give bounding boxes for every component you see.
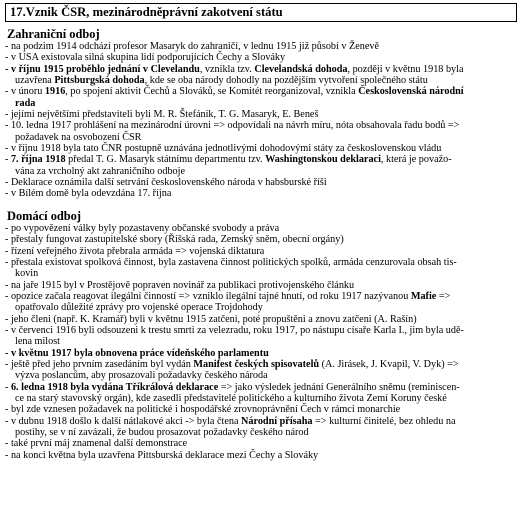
bold-text: Národní přísaha [241,415,313,427]
list-item [5,234,517,245]
text-run: => jako výsledek jednání Generálního sněmu (reminiscen- [218,381,460,393]
list-item [5,41,517,52]
text-run: => kulturní činitelé, bez ohledu na [312,415,456,427]
text-run: - Deklarace oznámila další setrvání československého národa v habsburské říši [5,177,327,189]
text-run: - v červenci 1916 byli odsouzeni k trestu smrti za velezradu, roku 1917, po nástupu císaře Karla I., jim byla udě- [5,324,464,336]
text-run: , která je považo- [380,154,452,166]
bold-text: Mafie [410,290,437,302]
list-item-continuation [5,302,517,313]
text-run: , vznikla tzv. [199,63,255,75]
list-item-continuation [5,132,517,143]
list-item-line [5,348,517,359]
list-item-line [5,64,517,75]
text-run: - jejími největšími představiteli byli M. R. Štefánik, T. G. Masaryk, E. Beneš [5,109,319,121]
bullet-list [5,223,517,461]
text-run: , kde se oba národy dohodly na pozdějším vytvoření společného státu [144,75,428,87]
list-item [5,223,517,234]
document-body [5,27,517,461]
text-run: lena milost [15,336,60,348]
list-item-line [5,450,517,461]
list-item [5,177,517,188]
bold-text: Manifest českých spisovatelů [193,358,320,370]
list-item [5,257,517,280]
list-item [5,348,517,359]
list-item-line [5,120,517,131]
list-item-line [5,41,517,52]
list-item [5,64,517,87]
text-run: - v dubnu 1918 došlo k další nátlakové akci -> byla čtena [5,415,242,427]
text-run: - byl zde vznesen požadavek na politické i hospodářské zrovnoprávnění Čech v rámci monarchie [5,404,401,416]
list-item-line [5,291,517,302]
text-run: , později v květnu 1918 byla [347,63,464,75]
list-item-line [5,188,517,199]
text-run: - v USA existovala silná skupina lidí podporujících Čechy a Slováky [5,52,286,64]
list-item [5,109,517,120]
text-run: vána za vrcholný akt zahraničního odboje [15,165,186,177]
text-run: - na jaře 1915 byl v Prostějově popraven novinář za publikaci protivojenského článku [5,279,355,291]
list-item-line [5,314,517,325]
list-item-line [5,154,517,165]
text-run: kovin [15,268,39,280]
list-item-line [5,404,517,415]
list-item-continuation [5,98,517,109]
section-heading: Zahraniční odboj [7,27,100,41]
list-item-line [5,280,517,291]
text-run: - opozice začala reagovat ilegální činností => vzniklo ilegální tajné hnutí, od roku 1917 nazývanou [5,290,411,302]
bold-text: Washingtonskou deklaraci [265,154,381,166]
list-item [5,438,517,449]
page-title: 17.Vznik ČSR, mezinárodněprávní zakotvení státu [5,3,517,22]
list-item [5,404,517,415]
text-run: uzavřena [15,75,55,87]
text-run: - přestala existovat spolková činnost, byla zastavena činnost politických spolků, armáda cenzurovala obsah tis- [5,256,457,268]
text-run: postihy, se v ní zavázali, že budou prosazovat požadavky českého národ [15,427,309,438]
bold-text: - v květnu 1917 byla obnovena práce vídeňského parlamentu [5,347,269,359]
text-run: - v Bílém domě byla odevzdána 17. října [5,188,172,200]
list-item-line [5,325,517,336]
list-item-continuation [5,393,517,404]
list-item [5,143,517,154]
text-run: - 10. ledna 1917 prohlášení na mezinárodní úrovni => odpovídali na návrh míru, nóta obsahovala řadu bodů => [5,120,460,132]
list-item-continuation [5,336,517,347]
list-item [5,325,517,348]
text-run: - po vypovězení války byly pozastaveny občanské svobody a práva [5,222,280,234]
text-run: - na podzim 1914 odchází profesor Masaryk do zahraničí, v lednu 1915 již působí v Ženevě [5,41,379,52]
list-item-continuation [5,370,517,381]
section-heading: Domácí odboj [7,208,81,223]
text-run: - v únoru [5,86,45,98]
list-item [5,188,517,199]
text-run: - [5,154,11,166]
list-item [5,450,517,461]
text-run: (A. Jirásek, J. Kvapil, V. Dyk) => [319,358,459,370]
bold-text: 6. ledna 1918 byla vydána Tříkrálová deklarace [10,381,219,393]
text-run: ce na starý stavovský orgán), kde zasedli představitelé politického a kulturního života Zemí Koruny české [15,392,447,404]
text-run: => [436,290,451,302]
list-item [5,382,517,405]
text-run: , po spojení aktivit Čechů a Slováků, se Komitét reorganizoval, vznikla [65,86,359,98]
list-item-line [5,234,517,245]
list-item-line [5,359,517,370]
text-run: - na konci května byla uzavřena Pittsburská deklarace mezi Čechy a Slováky [5,449,319,461]
list-item [5,154,517,177]
bold-text: Pittsburgská dohoda [54,75,145,87]
list-item [5,246,517,257]
list-item [5,86,517,109]
text-run: - [5,381,11,393]
list-item-line [5,177,517,188]
bold-text: - v říjnu 1915 proběhlo jednání v Clevelandu [5,63,200,75]
list-item [5,52,517,63]
text-run: - jeho členi (např. K. Kramář) byli v květnu 1915 zatčeni, poté propuštěni a znovu zatčeni (A. Rašín) [5,313,417,325]
bold-text: Československá národní [358,86,464,98]
text-run: opatřovalo důležité zprávy pro vojenské operace Trojdohody [15,302,263,314]
list-item [5,416,517,439]
text-run: - ještě před jeho prvním zasedáním byl vydán [5,358,194,370]
list-item-line [5,438,517,449]
list-item [5,314,517,325]
list-item-line [5,52,517,63]
list-item [5,280,517,291]
list-item-continuation [5,166,517,177]
list-item-line [5,143,517,154]
bold-text: rada [15,97,36,109]
text-run: - také první máj znamenal další demonstrace [5,438,188,450]
bold-text: 1916 [44,86,66,98]
list-item [5,291,517,314]
text-run: výzva poslancům, aby prosazovali požadavky českého národa [15,370,268,382]
list-item-continuation [5,75,517,86]
list-item-line [5,86,517,97]
list-item-continuation [5,268,517,279]
list-item-line [5,257,517,268]
text-run: předal T. G. Masaryk státnímu departmentu tzv. [65,154,266,166]
list-item-line [5,382,517,393]
list-item [5,120,517,143]
list-item-line [5,416,517,427]
bullet-list [5,41,517,200]
bold-text: 7. října 1918 [10,154,66,166]
list-item-line [5,109,517,120]
list-item-continuation [5,427,517,438]
text-run: - v říjnu 1918 byla tato ČNR postupně uznávána jednotlivými dohodovými státy za československou vládu [5,143,442,155]
bold-text: Clevelandská dohoda [254,63,348,75]
text-run: požadavek na osvobození ČSR [15,131,142,143]
list-item-line [5,223,517,234]
list-item [5,359,517,382]
text-run: - přestaly fungovat zastupitelské sbory (Říšská rada, Zemský sněm, obecní orgány) [5,234,344,246]
text-run: - řízení veřejného života přebrala armáda => vojenská diktatura [5,245,265,257]
list-item-line [5,246,517,257]
